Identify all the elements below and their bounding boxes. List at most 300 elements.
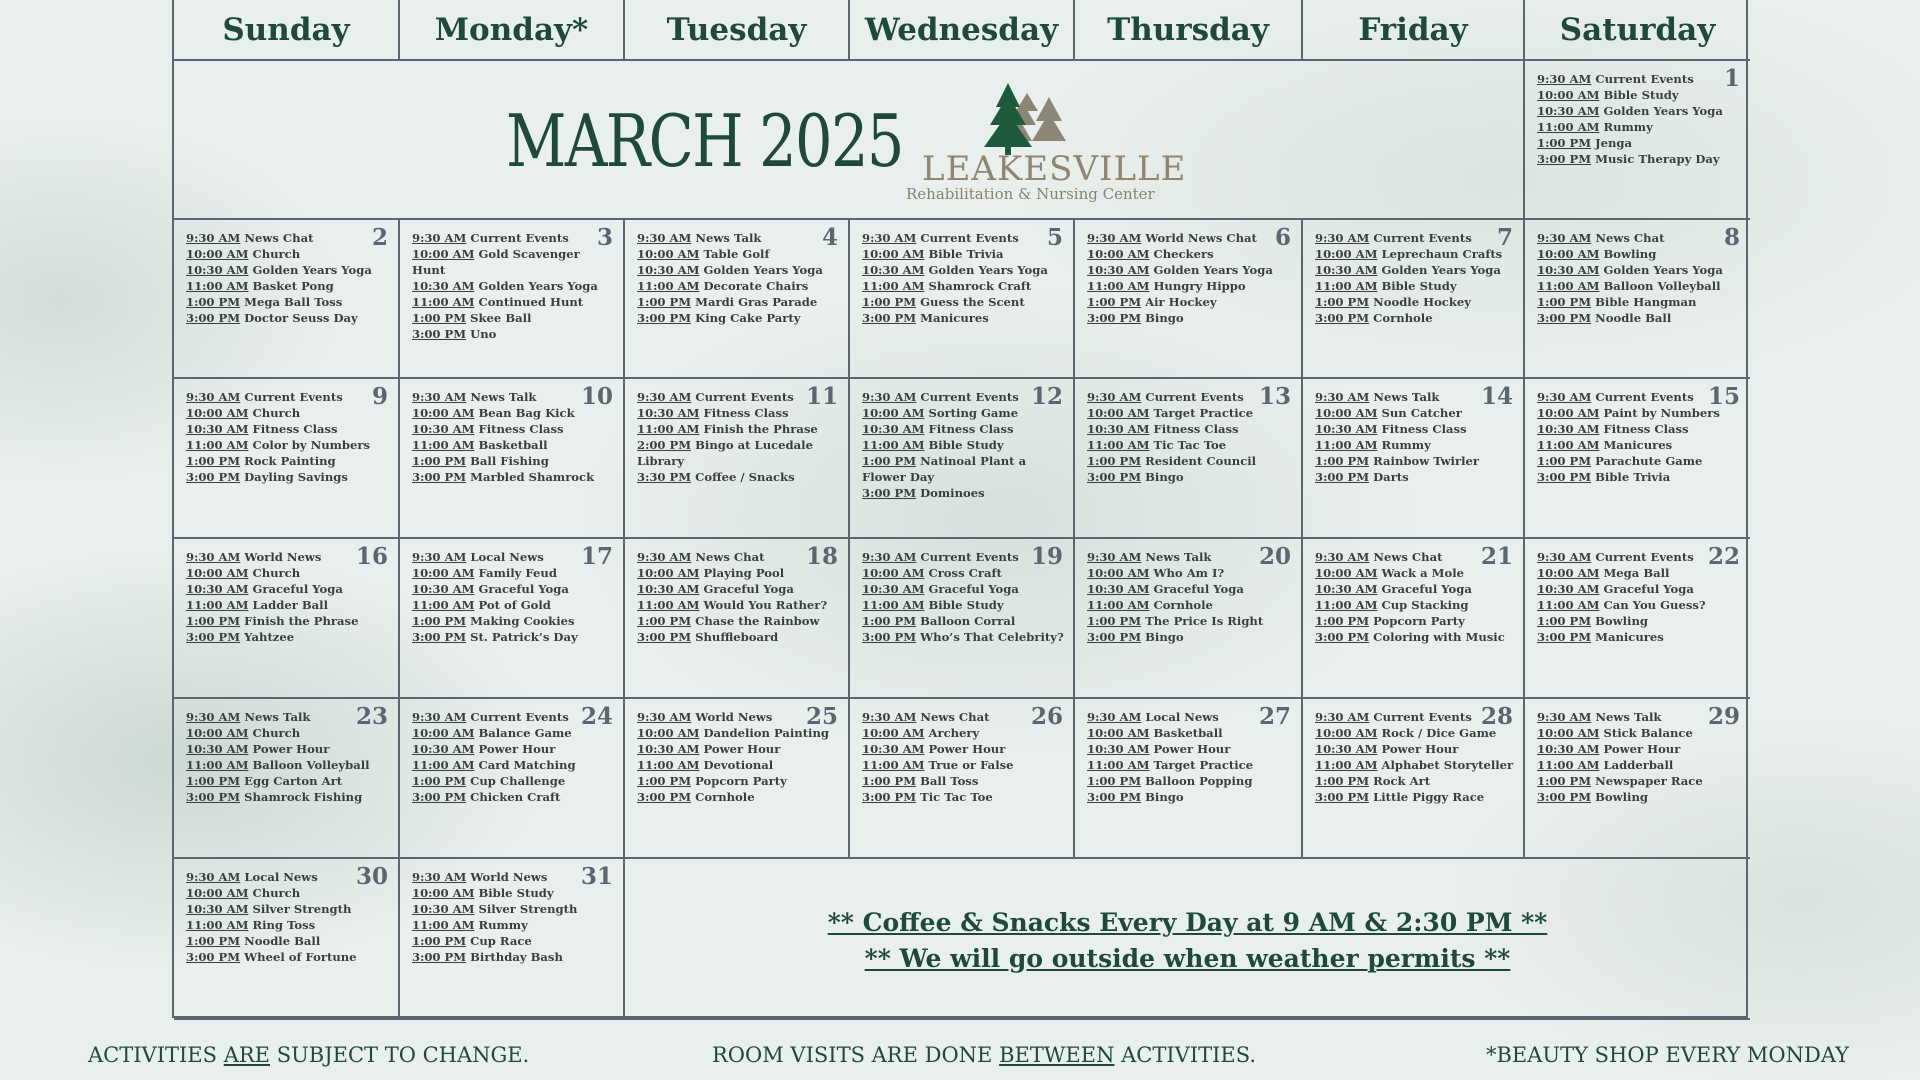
activity-name: Egg Carton Art: [244, 774, 343, 788]
activity-time: 9:30 AM: [1315, 550, 1370, 564]
activity-name: Golden Years Yoga: [252, 263, 372, 277]
activity-name: Resident Council: [1145, 454, 1257, 468]
activity-time: 10:00 AM: [186, 886, 249, 900]
activity-name: Coffee / Snacks: [695, 470, 795, 484]
activity-name: Devotional: [703, 758, 774, 772]
activity-time: 11:00 AM: [412, 758, 475, 772]
activity-item: [1087, 421, 1293, 437]
activity-time: 3:00 PM: [1537, 630, 1592, 644]
footer-center-text: ROOM VISITS ARE DONE: [712, 1043, 1000, 1067]
activity-time: 11:00 AM: [186, 758, 249, 772]
activity-time: 9:30 AM: [1315, 390, 1370, 404]
activity-time: 10:00 AM: [186, 726, 249, 740]
activity-item: [1315, 230, 1515, 246]
activity-time: 3:00 PM: [1087, 470, 1142, 484]
activity-item: [412, 933, 615, 949]
activity-name: Dandelion Painting: [703, 726, 830, 740]
activity-item: [186, 278, 390, 294]
activity-item: [1315, 453, 1515, 469]
activity-time: 10:00 AM: [186, 406, 249, 420]
activity-name: Shuffleboard: [695, 630, 779, 644]
activity-time: 1:00 PM: [1315, 295, 1370, 309]
activity-name: Bible Trivia: [928, 247, 1004, 261]
weekday-wednesday: Wednesday: [850, 0, 1075, 61]
activity-name: The Price Is Right: [1145, 614, 1264, 628]
activity-name: Cross Craft: [928, 566, 1002, 580]
activity-name: Ball Fishing: [470, 454, 549, 468]
activity-item: [637, 741, 840, 757]
logo-name: LEAKESVILLE: [922, 149, 1187, 189]
activity-name: News Talk: [244, 710, 311, 724]
activity-item: [1537, 119, 1742, 135]
activity-name: Bingo: [1145, 790, 1184, 804]
day-cell: [400, 699, 625, 859]
activity-item: [1537, 437, 1742, 453]
activity-item: [1537, 246, 1742, 262]
activity-time: 10:30 AM: [1087, 422, 1150, 436]
activity-time: 1:00 PM: [1537, 136, 1592, 150]
activity-name: Balloon Popping: [1145, 774, 1253, 788]
activity-time: 10:30 AM: [1087, 742, 1150, 756]
activity-name: Paint by Numbers: [1603, 406, 1720, 420]
activity-time: 10:30 AM: [186, 582, 249, 596]
day-cell: [400, 539, 625, 699]
activity-name: True or False: [928, 758, 1014, 772]
activity-time: 10:30 AM: [862, 422, 925, 436]
activity-name: Current Events: [695, 390, 794, 404]
notice-line1: ** Coffee & Snacks Every Day at 9 AM & 2:30 PM **: [827, 907, 1548, 937]
activity-time: 9:30 AM: [1537, 390, 1592, 404]
activity-item: [186, 262, 390, 278]
activity-name: News Talk: [1595, 710, 1662, 724]
activity-name: Pot of Gold: [478, 598, 551, 612]
activity-time: 10:00 AM: [637, 247, 700, 261]
activity-time: 11:00 AM: [412, 598, 475, 612]
activity-time: 9:30 AM: [637, 231, 692, 245]
activity-time: 11:00 AM: [1537, 120, 1600, 134]
activity-time: 10:00 AM: [1315, 406, 1378, 420]
activity-name: Stick Balance: [1603, 726, 1693, 740]
activity-time: 1:00 PM: [1315, 454, 1370, 468]
activity-name: Cup Stacking: [1381, 598, 1469, 612]
day-number: 4: [821, 224, 838, 251]
day-number: 1: [1723, 65, 1740, 92]
activity-time: 11:00 AM: [1537, 438, 1600, 452]
activity-name: Can You Guess?: [1603, 598, 1706, 612]
activity-item: [862, 230, 1065, 246]
activity-time: 11:00 AM: [412, 295, 475, 309]
activity-item: [1087, 246, 1293, 262]
day-cell: [625, 539, 850, 699]
activity-item: [1315, 613, 1515, 629]
activity-item: [186, 917, 390, 933]
activity-time: 1:00 PM: [186, 295, 241, 309]
activity-time: 9:30 AM: [186, 390, 241, 404]
activity-item: [637, 629, 840, 645]
activity-name: Current Events: [1595, 390, 1694, 404]
day-cell: [1525, 220, 1750, 379]
activity-time: 10:00 AM: [186, 247, 249, 261]
activity-name: Checkers: [1153, 247, 1214, 261]
activity-item: [1087, 278, 1293, 294]
activity-time: 10:00 AM: [862, 247, 925, 261]
activity-time: 1:00 PM: [1537, 774, 1592, 788]
activity-time: 10:30 AM: [1315, 582, 1378, 596]
activity-name: Marbled Shamrock: [470, 470, 595, 484]
day-cell: [625, 699, 850, 859]
activity-name: Gold Scavenger Hunt: [412, 247, 580, 277]
activity-item: [637, 278, 840, 294]
activity-item: [1537, 581, 1742, 597]
day-number: 18: [805, 543, 838, 570]
activity-time: 10:30 AM: [1315, 263, 1378, 277]
activity-time: 10:00 AM: [412, 886, 475, 900]
activity-time: 3:00 PM: [186, 950, 241, 964]
activity-time: 3:00 PM: [186, 630, 241, 644]
activity-time: 9:30 AM: [186, 710, 241, 724]
activity-name: Current Events: [1373, 231, 1472, 245]
activity-time: 11:00 AM: [1315, 598, 1378, 612]
activity-name: Power Hour: [252, 742, 330, 756]
activity-name: Bible Hangman: [1595, 295, 1697, 309]
activity-name: Current Events: [244, 390, 343, 404]
activity-name: Golden Years Yoga: [478, 279, 598, 293]
activity-name: Ball Toss: [920, 774, 979, 788]
activity-name: World News: [244, 550, 322, 564]
activity-time: 10:30 AM: [412, 279, 475, 293]
activity-item: [1087, 613, 1293, 629]
activity-time: 10:00 AM: [1087, 566, 1150, 580]
activity-name: Who’s That Celebrity?: [920, 630, 1064, 644]
activity-item: [412, 437, 615, 453]
activity-name: World News Chat: [1145, 231, 1257, 245]
activity-name: Power Hour: [1153, 742, 1231, 756]
activity-time: 1:00 PM: [1537, 614, 1592, 628]
activity-time: 9:30 AM: [412, 231, 467, 245]
activity-item: [186, 437, 390, 453]
activity-name: Golden Years Yoga: [1381, 263, 1501, 277]
activity-item: [637, 262, 840, 278]
activity-item: [412, 597, 615, 613]
activity-time: 9:30 AM: [186, 231, 241, 245]
activity-time: 11:00 AM: [862, 279, 925, 293]
activity-time: 10:00 AM: [412, 406, 475, 420]
activity-item: [186, 741, 390, 757]
activity-item: [186, 453, 390, 469]
activity-item: [1537, 453, 1742, 469]
activity-time: 9:30 AM: [637, 390, 692, 404]
activity-time: 3:30 PM: [637, 470, 692, 484]
activity-time: 1:00 PM: [1537, 454, 1592, 468]
activity-item: [186, 581, 390, 597]
activity-item: [412, 901, 615, 917]
activity-time: 9:30 AM: [862, 231, 917, 245]
activity-name: Current Events: [920, 550, 1019, 564]
activity-time: 1:00 PM: [412, 774, 467, 788]
activity-time: 3:00 PM: [412, 950, 467, 964]
day-cell: [1303, 220, 1525, 379]
activity-name: Parachute Game: [1595, 454, 1703, 468]
activity-time: 11:00 AM: [186, 918, 249, 932]
activity-item: [862, 757, 1065, 773]
activity-time: 11:00 AM: [862, 758, 925, 772]
day-number: 31: [580, 863, 613, 890]
activity-name: Cornhole: [695, 790, 755, 804]
activity-time: 3:00 PM: [1315, 630, 1370, 644]
activity-name: Birthday Bash: [470, 950, 563, 964]
day-number: 28: [1480, 703, 1513, 730]
activity-time: 3:00 PM: [1537, 311, 1592, 325]
activity-name: Chicken Craft: [470, 790, 561, 804]
activity-name: Sorting Game: [928, 406, 1019, 420]
activity-name: Fitness Class: [928, 422, 1014, 436]
activity-time: 3:00 PM: [862, 311, 917, 325]
activity-time: 1:00 PM: [862, 454, 917, 468]
activity-item: [637, 421, 840, 437]
activity-time: 3:00 PM: [1537, 152, 1592, 166]
activity-name: Skee Ball: [470, 311, 532, 325]
activity-name: Dominoes: [920, 486, 985, 500]
activity-item: [1537, 773, 1742, 789]
activity-name: Jenga: [1595, 136, 1633, 150]
activity-name: Ladder Ball: [252, 598, 328, 612]
activity-name: Tic Tac Toe: [920, 790, 993, 804]
activity-item: [186, 597, 390, 613]
activity-item: [412, 453, 615, 469]
activity-item: [637, 437, 840, 469]
activity-time: 3:00 PM: [186, 470, 241, 484]
activity-time: 3:00 PM: [637, 630, 692, 644]
activity-time: 10:30 AM: [1315, 422, 1378, 436]
activity-item: [412, 629, 615, 645]
activity-item: [1537, 87, 1742, 103]
activity-name: Coloring with Music: [1373, 630, 1505, 644]
activity-time: 10:00 AM: [1315, 726, 1378, 740]
activity-name: Yahtzee: [244, 630, 295, 644]
activity-item: [1315, 581, 1515, 597]
day-cell: [174, 220, 400, 379]
activity-item: [1537, 294, 1742, 310]
activity-time: 9:30 AM: [1087, 231, 1142, 245]
activity-time: 10:00 AM: [1537, 726, 1600, 740]
activity-item: [412, 741, 615, 757]
activity-name: Balloon Corral: [920, 614, 1016, 628]
activity-item: [1087, 629, 1293, 645]
activity-time: 11:00 AM: [637, 758, 700, 772]
day-cell: [174, 699, 400, 859]
activity-item: [412, 310, 615, 326]
activity-name: Who Am I?: [1153, 566, 1225, 580]
activity-name: Current Events: [1145, 390, 1244, 404]
day-number: 20: [1258, 543, 1291, 570]
activity-time: 1:00 PM: [1087, 614, 1142, 628]
day-number: 24: [580, 703, 613, 730]
activity-name: News Talk: [695, 231, 762, 245]
day-number: 15: [1707, 383, 1740, 410]
activity-item: [1315, 597, 1515, 613]
activity-name: St. Patrick’s Day: [470, 630, 578, 644]
activity-time: 1:00 PM: [186, 934, 241, 948]
day-number: 27: [1258, 703, 1291, 730]
activity-name: Graceful Yoga: [478, 582, 569, 596]
activity-name: Golden Years Yoga: [703, 263, 823, 277]
activity-name: Popcorn Party: [1373, 614, 1465, 628]
activity-time: 10:00 AM: [862, 726, 925, 740]
activity-time: 1:00 PM: [1087, 774, 1142, 788]
activity-item: [862, 789, 1065, 805]
activity-item: [1537, 151, 1742, 167]
activity-item: [412, 230, 615, 246]
activity-time: 1:00 PM: [1087, 295, 1142, 309]
activity-item: [1537, 613, 1742, 629]
activity-time: 9:30 AM: [1087, 710, 1142, 724]
activity-item: [412, 469, 615, 485]
activity-name: Church: [252, 886, 301, 900]
activity-item: [1315, 629, 1515, 645]
weekday-saturday: Saturday: [1525, 0, 1750, 61]
activity-time: 1:00 PM: [186, 614, 241, 628]
activity-item: [186, 949, 390, 965]
activity-name: Graceful Yoga: [252, 582, 343, 596]
activity-name: Mardi Gras Parade: [695, 295, 818, 309]
activity-time: 3:00 PM: [637, 790, 692, 804]
day-number: 3: [596, 224, 613, 251]
activity-name: Rock Art: [1373, 774, 1431, 788]
activity-time: 3:00 PM: [1315, 790, 1370, 804]
activity-time: 10:00 AM: [1315, 247, 1378, 261]
activity-time: 10:30 AM: [412, 422, 475, 436]
activity-time: 10:00 AM: [1315, 566, 1378, 580]
activity-name: News Chat: [920, 710, 990, 724]
activity-time: 10:00 AM: [1087, 247, 1150, 261]
activity-name: Noodle Ball: [244, 934, 321, 948]
activity-name: Chase the Rainbow: [695, 614, 820, 628]
day-cell: [1525, 379, 1750, 539]
activity-time: 11:00 AM: [412, 438, 475, 452]
activity-time: 1:00 PM: [637, 614, 692, 628]
activity-name: Bible Study: [1603, 88, 1679, 102]
activity-name: Finish the Phrase: [244, 614, 359, 628]
activity-time: 11:00 AM: [862, 438, 925, 452]
activity-name: Fitness Class: [1381, 422, 1467, 436]
activity-name: Rock Painting: [244, 454, 336, 468]
activity-time: 9:30 AM: [1315, 231, 1370, 245]
activity-name: Shamrock Craft: [928, 279, 1032, 293]
footer-center-emphasis: BETWEEN: [999, 1043, 1115, 1067]
activity-item: [637, 757, 840, 773]
day-cell: [1075, 379, 1303, 539]
day-number: 5: [1046, 224, 1063, 251]
activity-time: 1:00 PM: [637, 295, 692, 309]
activity-name: Balloon Volleyball: [1603, 279, 1721, 293]
day-number: 11: [805, 383, 838, 410]
activity-time: 10:00 AM: [1537, 566, 1600, 580]
activity-name: Current Events: [1373, 710, 1472, 724]
activity-name: Rummy: [1603, 120, 1653, 134]
activity-item: [412, 246, 615, 278]
activity-name: Fitness Class: [478, 422, 564, 436]
activity-name: Bingo: [1145, 311, 1184, 325]
activity-item: [1087, 757, 1293, 773]
activity-time: 10:00 AM: [637, 726, 700, 740]
activity-name: Leprechaun Crafts: [1381, 247, 1503, 261]
activity-item: [1537, 71, 1742, 87]
activity-name: Bowling: [1603, 247, 1657, 261]
activity-time: 11:00 AM: [1315, 438, 1378, 452]
activity-item: [412, 326, 615, 342]
day-cell: [1303, 379, 1525, 539]
activity-time: 1:00 PM: [1315, 614, 1370, 628]
activity-time: 3:00 PM: [862, 630, 917, 644]
activity-time: 10:30 AM: [412, 582, 475, 596]
activity-item: [1315, 789, 1515, 805]
activity-time: 9:30 AM: [412, 390, 467, 404]
activity-name: Bible Study: [478, 886, 554, 900]
activity-time: 3:00 PM: [412, 630, 467, 644]
activity-time: 1:00 PM: [412, 311, 467, 325]
activity-name: News Talk: [1373, 390, 1440, 404]
activity-time: 10:30 AM: [1537, 263, 1600, 277]
activity-item: [637, 597, 840, 613]
activity-name: Church: [252, 247, 301, 261]
day-cell: [1075, 220, 1303, 379]
activity-item: [1537, 629, 1742, 645]
activity-time: 9:30 AM: [1315, 710, 1370, 724]
activity-item: [862, 485, 1065, 501]
activity-name: King Cake Party: [695, 311, 801, 325]
activity-time: 11:00 AM: [862, 598, 925, 612]
activity-time: 9:30 AM: [862, 550, 917, 564]
calendar-banner: [174, 61, 1525, 220]
activity-name: Tic Tac Toe: [1153, 438, 1227, 452]
activity-name: Natinoal Plant a Flower Day: [862, 454, 1027, 484]
activity-item: [1315, 278, 1515, 294]
activity-name: Local News: [470, 550, 544, 564]
activity-time: 10:30 AM: [186, 902, 249, 916]
activity-item: [862, 262, 1065, 278]
weekday-thursday: Thursday: [1075, 0, 1303, 61]
activity-name: Power Hour: [478, 742, 556, 756]
activity-item: [1087, 469, 1293, 485]
activity-name: World News: [695, 710, 773, 724]
activity-name: Mega Ball Toss: [244, 295, 343, 309]
activity-name: Hungry Hippo: [1153, 279, 1246, 293]
activity-item: [412, 949, 615, 965]
activity-item: [1315, 310, 1515, 326]
activity-name: Church: [252, 406, 301, 420]
activity-item: [637, 469, 840, 485]
activity-name: Fitness Class: [703, 406, 789, 420]
activity-item: [186, 421, 390, 437]
activity-name: Rock / Dice Game: [1381, 726, 1497, 740]
day-cell: [850, 699, 1075, 859]
activity-item: [1537, 597, 1742, 613]
activity-time: 1:00 PM: [1537, 295, 1592, 309]
day-number: 12: [1030, 383, 1063, 410]
activity-item: [862, 246, 1065, 262]
notice-line2: ** We will go outside when weather permits **: [864, 943, 1511, 973]
day-number: 2: [371, 224, 388, 251]
activity-name: Sun Catcher: [1381, 406, 1462, 420]
activity-time: 10:00 AM: [1537, 88, 1600, 102]
activity-time: 9:30 AM: [862, 390, 917, 404]
activity-name: Guess the Scent: [920, 295, 1025, 309]
activity-time: 10:30 AM: [1087, 582, 1150, 596]
activity-time: 11:00 AM: [1087, 598, 1150, 612]
activity-name: Little Piggy Race: [1373, 790, 1485, 804]
activity-name: Playing Pool: [703, 566, 785, 580]
activity-time: 1:00 PM: [862, 774, 917, 788]
